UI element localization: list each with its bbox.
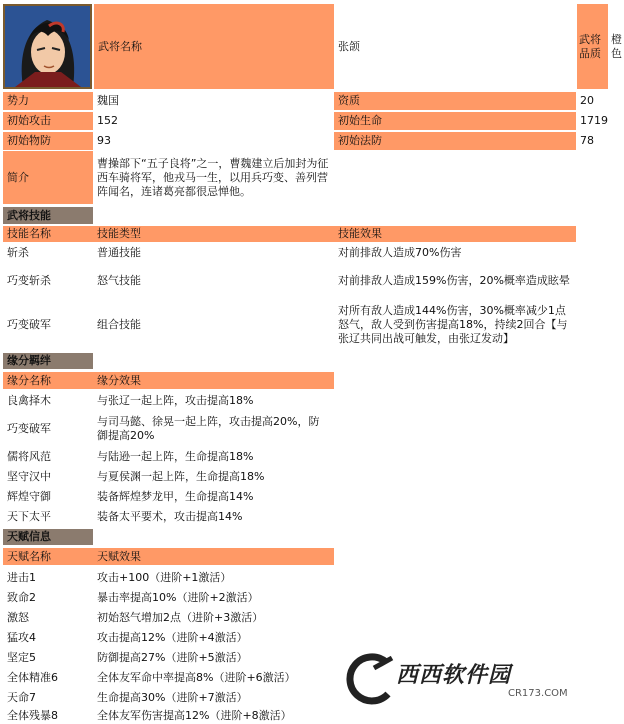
column-header: 天赋效果 (97, 549, 141, 563)
stat-value-aptitude (576, 92, 624, 110)
talent-effect: 初始怒气增加2点（进阶+3激活） (97, 610, 264, 624)
bond-effect: 与夏侯渊一起上阵，生命提高18% (97, 470, 265, 483)
stat-label-attack (3, 112, 93, 130)
bond-name: 天下太平 (7, 510, 51, 523)
bond-effect: 装备太平要术，攻击提高14% (97, 510, 243, 523)
bonds-header-effect (93, 372, 334, 389)
bond-effect: 与陆逊一起上阵，生命提高18% (97, 450, 254, 463)
portrait-image (5, 6, 90, 87)
table-cell (334, 263, 576, 299)
talent-effect: 暴击率提高10%（进阶+2激活） (97, 590, 259, 604)
column-header: 技能效果 (338, 227, 382, 240)
stat-value: 152 (97, 114, 118, 127)
table-cell (334, 244, 576, 262)
stat-value: 93 (97, 134, 111, 147)
table-row (3, 508, 93, 526)
intro-label: 简介 (7, 170, 29, 184)
stat-label: 初始攻击 (7, 114, 51, 127)
table-row (3, 568, 93, 587)
skill-effect: 对前排敌人造成159%伤害，20%概率造成眩晕 (338, 274, 570, 287)
table-row (3, 488, 93, 506)
bond-name: 坚守汉中 (7, 470, 51, 483)
table-cell (93, 568, 334, 587)
name-value-cell (334, 4, 576, 89)
bond-effect: 与张辽一起上阵，攻击提高18% (97, 394, 254, 407)
table-row (3, 412, 93, 446)
talent-name: 天命7 (7, 690, 36, 704)
quality-label-cell (577, 4, 608, 89)
table-row (3, 263, 93, 299)
table-cell (93, 628, 334, 647)
talent-effect: 攻击+100（进阶+1激活） (97, 570, 232, 584)
watermark-logo-icon (338, 650, 398, 706)
table-cell (93, 412, 334, 446)
table-row (3, 648, 93, 667)
skills-header-effect (334, 226, 576, 242)
stat-label: 初始法防 (338, 134, 382, 147)
quality-value: 橙色 (611, 32, 622, 60)
watermark-sub (508, 688, 608, 702)
talent-name: 坚定5 (7, 650, 36, 664)
table-row (3, 588, 93, 607)
column-header: 天赋名称 (7, 549, 51, 563)
skill-name: 巧变破军 (7, 318, 51, 331)
bond-name: 良禽择木 (7, 394, 51, 407)
stat-value: 魏国 (97, 94, 119, 107)
section-bonds (3, 353, 93, 369)
stat-label: 初始物防 (7, 134, 51, 147)
stat-label: 资质 (338, 94, 360, 107)
talent-name: 全体残暴8 (7, 709, 58, 722)
talent-effect: 全体友军伤害提高12%（进阶+8激活） (97, 709, 292, 722)
bonds-header-name (3, 372, 93, 389)
stat-label-pdef (3, 132, 93, 150)
talent-name: 全体精准6 (7, 670, 58, 684)
watermark-title: 西西软件园 (396, 663, 512, 688)
stat-value-faction (93, 92, 334, 110)
quality-value-cell (609, 4, 624, 89)
table-cell (93, 668, 334, 687)
section-title: 天赋信息 (7, 530, 51, 543)
skill-type: 怒气技能 (97, 274, 141, 287)
skill-effect: 对前排敌人造成70%伤害 (338, 246, 462, 259)
bond-name: 巧变破军 (7, 422, 51, 435)
bond-name: 辉煌守御 (7, 490, 51, 503)
quality-label: 武将品质 (579, 32, 601, 60)
stat-label-mdef (334, 132, 576, 150)
section-skills (3, 207, 93, 224)
skill-type: 组合技能 (97, 318, 141, 331)
table-row (3, 608, 93, 627)
bond-effect: 与司马懿、徐晃一起上阵，攻击提高20%，防御提高20% (97, 415, 320, 442)
skill-name: 巧变斩杀 (7, 274, 51, 287)
table-row (3, 448, 93, 466)
section-title: 缘分羁绊 (7, 354, 51, 367)
table-cell (93, 244, 334, 262)
table-row (3, 468, 93, 486)
table-cell (93, 488, 334, 506)
talent-name: 进击1 (7, 570, 36, 584)
column-header: 技能类型 (97, 227, 141, 240)
table-row (3, 708, 93, 724)
name-label-cell (94, 4, 334, 89)
talent-name: 激怒 (7, 610, 29, 624)
table-row (3, 244, 93, 262)
table-cell (334, 301, 576, 349)
stat-value-hp (576, 112, 624, 130)
stat-value: 78 (580, 134, 594, 147)
stat-label-faction (3, 92, 93, 110)
stat-value-pdef (93, 132, 334, 150)
table-cell (93, 448, 334, 466)
intro-label-cell (3, 151, 93, 204)
table-cell (93, 508, 334, 526)
watermark-text (396, 658, 606, 688)
bond-effect: 装备辉煌梦龙甲，生命提高14% (97, 490, 254, 503)
table-cell (93, 301, 334, 349)
section-title: 武将技能 (7, 208, 51, 222)
table-row (3, 668, 93, 687)
section-talents (3, 529, 93, 545)
column-header: 缘分名称 (7, 373, 51, 387)
table-cell (93, 648, 334, 667)
talent-effect: 攻击提高12%（进阶+4激活） (97, 630, 248, 644)
site-watermark (338, 650, 618, 710)
talent-name: 致命2 (7, 590, 36, 604)
skills-header-type (93, 226, 334, 242)
skill-type: 普通技能 (97, 246, 141, 259)
stat-label-aptitude (334, 92, 576, 110)
column-header: 缘分效果 (97, 373, 141, 387)
talent-name: 猛攻4 (7, 630, 36, 644)
stat-value-mdef (576, 132, 624, 150)
general-portrait (3, 4, 92, 89)
table-row (3, 301, 93, 349)
table-cell (93, 468, 334, 486)
table-cell (93, 708, 334, 724)
stat-label: 初始生命 (338, 114, 382, 127)
table-cell (93, 688, 334, 707)
skills-header-name (3, 226, 93, 242)
table-cell (93, 608, 334, 627)
table-row (3, 392, 93, 410)
intro-text: 曹操部下“五子良将”之一，曹魏建立后加封为征西车骑将军，他戎马一生，以用兵巧变、善列营阵闻名，连诸葛亮都很忌惮他。 (97, 156, 329, 198)
stat-value-attack (93, 112, 334, 130)
intro-text-cell (93, 151, 334, 204)
stat-label-hp (334, 112, 576, 130)
table-cell (93, 588, 334, 607)
talents-header-effect (93, 548, 334, 565)
table-row (3, 688, 93, 707)
name-value: 张颌 (338, 39, 360, 53)
talent-effect: 防御提高27%（进阶+5激活） (97, 650, 248, 664)
watermark-url: CR173.COM (508, 688, 568, 699)
skill-name: 斩杀 (7, 246, 29, 259)
column-header: 技能名称 (7, 227, 51, 240)
talents-header-name (3, 548, 93, 565)
stat-value: 20 (580, 94, 594, 107)
bond-name: 儒将风范 (7, 450, 51, 463)
talent-effect: 生命提高30%（进阶+7激活） (97, 690, 248, 704)
table-cell (93, 392, 334, 410)
stat-label: 势力 (7, 94, 29, 107)
skill-effect: 对所有敌人造成144%伤害，30%概率减少1点怒气，敌人受到伤害提高18%，持续2回合【与张辽共同出战可触发，由张辽发动】 (338, 304, 568, 345)
table-cell (93, 263, 334, 299)
name-label: 武将名称 (98, 39, 142, 53)
table-row (3, 628, 93, 647)
stat-value: 1719 (580, 114, 608, 127)
talent-effect: 全体友军命中率提高8%（进阶+6激活） (97, 670, 296, 684)
